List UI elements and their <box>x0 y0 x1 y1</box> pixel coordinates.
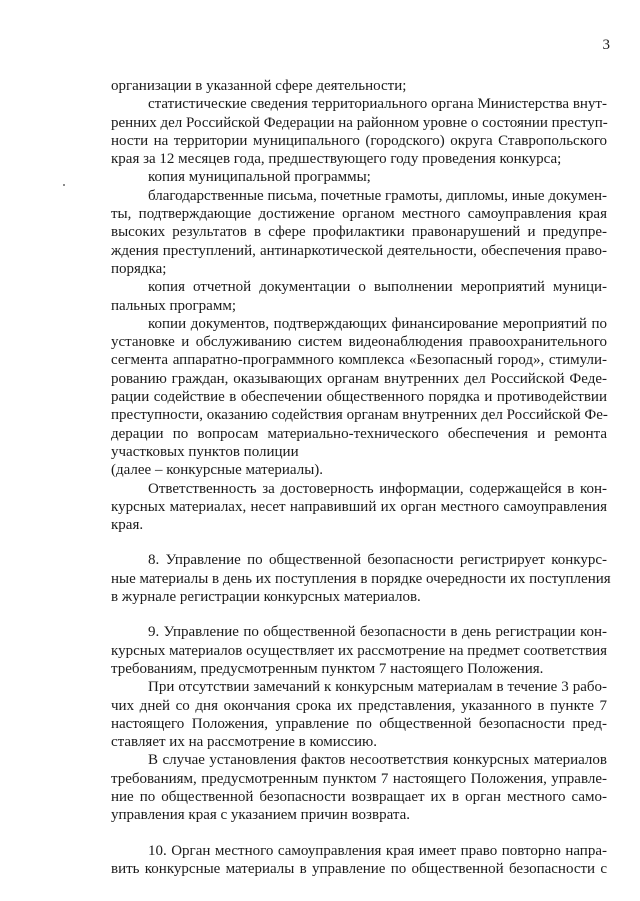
text-line: организации в указанной сфере деятельности; <box>111 78 407 94</box>
text-line: В случае установления фактов несоответствия конкурсных материалов <box>148 752 607 769</box>
text-line: установке и обслуживанию систем видеонаблюдения правоохранительного <box>111 334 607 351</box>
text-line: копии документов, подтверждающих финансирование мероприятий по <box>148 315 607 332</box>
text-line: требованиям, предусмотренным пунктом 7 настоящего Положения. <box>111 660 544 677</box>
text-line: края. <box>111 517 144 534</box>
text-line: (далее – конкурсные материалы). <box>111 462 324 479</box>
paragraph <box>111 95 607 168</box>
text-line: сегмента аппаратно-программного комплекса «Безопасный город», стимули- <box>111 352 607 369</box>
paragraph-gap <box>111 606 607 623</box>
text-line: Ответственность за достоверность информации, содержащейся в кон- <box>148 480 607 497</box>
paragraph-gap <box>111 534 607 551</box>
paragraph <box>111 77 607 95</box>
text-line: высоких результатов в сфере профилактики правонарушений и предупре- <box>111 224 607 241</box>
paragraph <box>111 842 607 879</box>
text-line: ренних дел Российской Федерации на районном уровне о состоянии преступ- <box>111 114 608 131</box>
text-line: пальных программ; <box>111 297 236 314</box>
text-line: в журнале регистрации конкурсных материалов. <box>111 589 421 606</box>
text-line: ты, подтверждающие достижение органом местного самоуправления края <box>111 206 607 223</box>
text-line: копия муниципальной программы; <box>148 169 371 186</box>
text-line: чих дней со дня окончания срока их представления, указанного в пункте 7 <box>111 697 607 714</box>
text-line: преступности, оказанию содействия органам внутренних дел Российской Фе- <box>111 407 608 424</box>
text-line: участковых пунктов полиции <box>111 443 299 460</box>
paragraph-gap <box>111 825 607 842</box>
page-number: 3 <box>602 37 610 53</box>
text-line: ждения преступлений, антинаркотической деятельности, обеспечения право- <box>111 242 607 259</box>
text-line: ние по общественной безопасности возвращает их в орган местного само- <box>111 788 607 805</box>
text-line: При отсутствии замечаний к конкурсным материалам в течение 3 рабо- <box>148 679 607 696</box>
text-line: ставляет их на рассмотрение в комиссию. <box>111 734 378 751</box>
text-line: рации содействие в обеспечении общественного порядка и противодействии <box>111 389 607 406</box>
paragraph <box>111 461 607 479</box>
paragraph <box>111 751 607 824</box>
paragraph <box>111 315 607 461</box>
paragraph <box>111 678 607 751</box>
text-line: порядка; <box>111 260 167 277</box>
paragraph <box>111 623 607 678</box>
text-line: вить конкурсные материалы в управление по общественной безопасности с <box>111 860 607 877</box>
text-line: ности на территории муниципального (городского) округа Ставропольского <box>111 132 607 149</box>
text-line: рованию граждан, оказывающих органам внутренних дел Российской Феде- <box>111 370 607 387</box>
text-line: курсных материалах, несет направивший их орган местного самоуправления <box>111 498 607 515</box>
scan-speck <box>63 184 65 186</box>
text-line: требованиям, предусмотренным пунктом 7 настоящего Положения, управле- <box>111 770 607 787</box>
text-line: благодарственные письма, почетные грамоты, дипломы, иные докумен- <box>148 187 607 204</box>
text-line: 8. Управление по общественной безопасности регистрирует конкурс- <box>148 552 607 569</box>
text-line: статистические сведения территориального органа Министерства внут- <box>148 96 607 113</box>
text-line: копия отчетной документации о выполнении мероприятий муници- <box>148 279 607 296</box>
paragraph <box>111 278 607 315</box>
document-body <box>111 77 611 878</box>
text-line: дерации по вопросам материально-технического обеспечения и ремонта <box>111 425 607 442</box>
text-line: ные материалы в день их поступления в порядке очередности их поступления <box>111 570 611 587</box>
text-line: края за 12 месяцев года, предшествующего году проведения конкурса; <box>111 151 562 168</box>
paragraph <box>111 187 607 278</box>
text-line: 10. Орган местного самоуправления края имеет право повторно напра- <box>148 842 607 859</box>
paragraph <box>111 480 607 535</box>
text-line: управления края с указанием причин возврата. <box>111 807 410 824</box>
text-line: курсных материалов осуществляет их рассмотрение на предмет соответствия <box>111 642 607 659</box>
text-line: 9. Управление по общественной безопасности в день регистрации кон- <box>148 624 607 641</box>
paragraph <box>111 551 611 606</box>
text-line: настоящего Положения, управление по общественной безопасности пред- <box>111 715 607 732</box>
paragraph <box>111 168 607 186</box>
